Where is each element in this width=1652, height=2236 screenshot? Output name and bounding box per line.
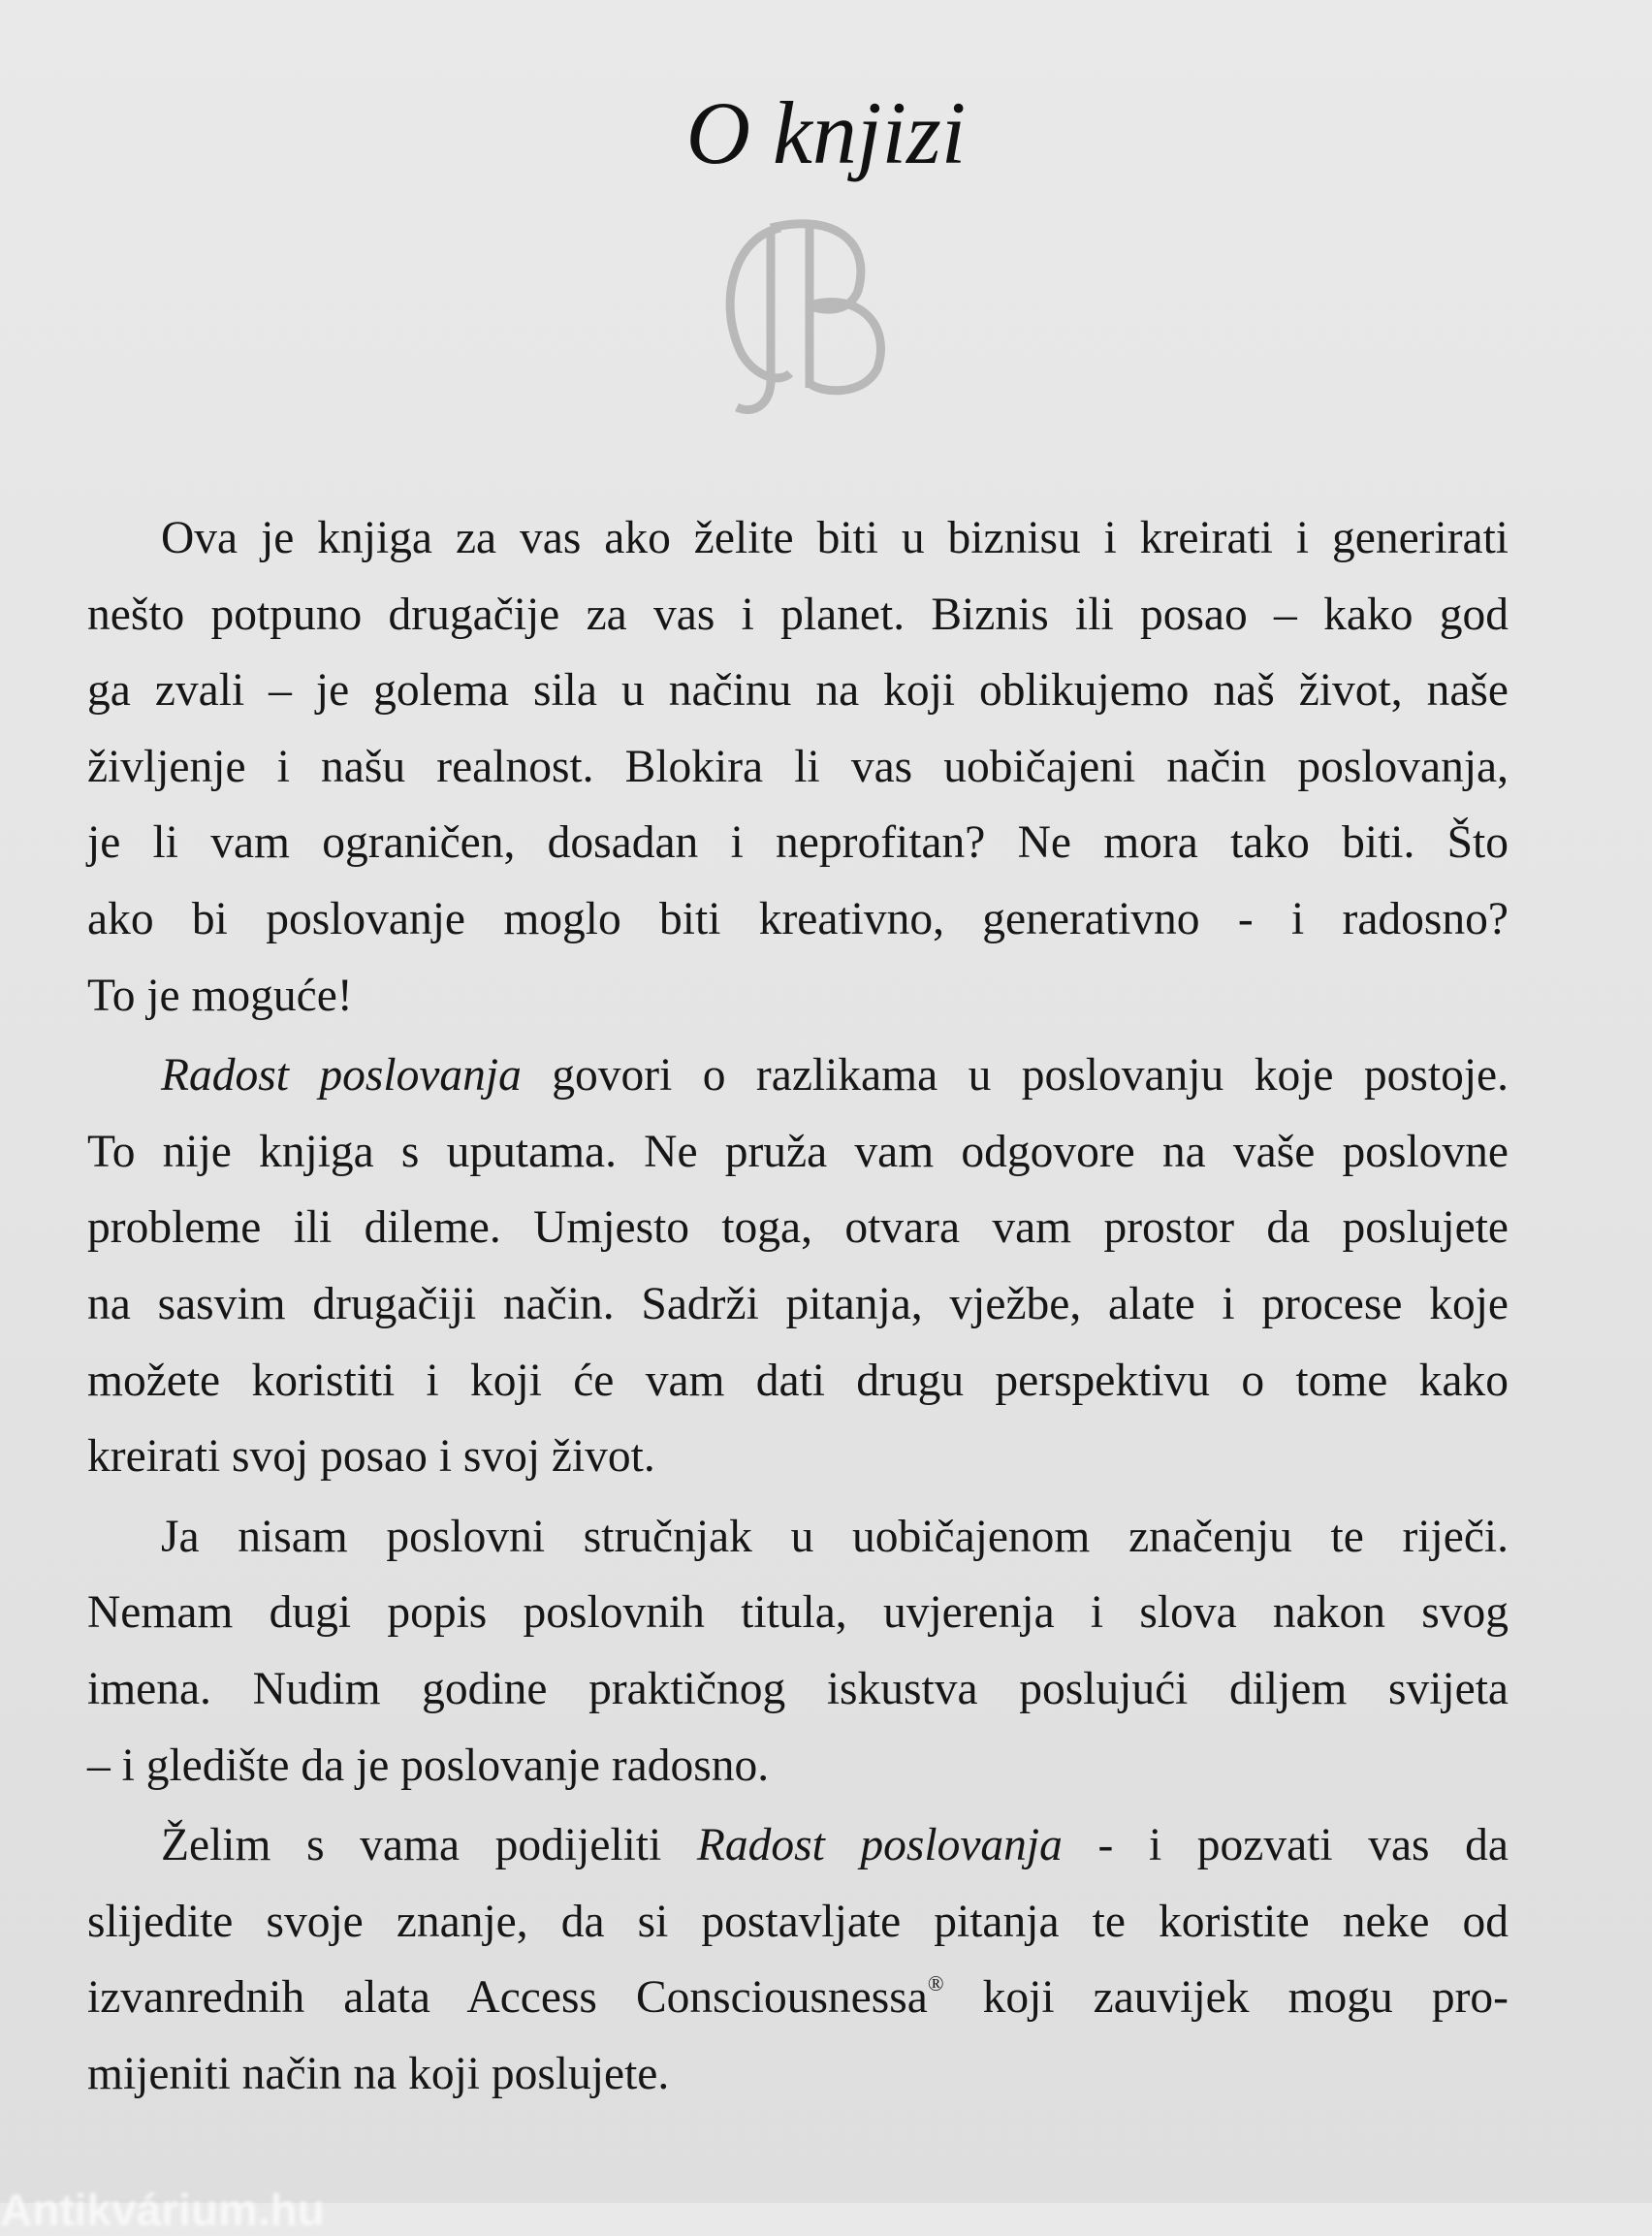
text-line [87, 1651, 1509, 1728]
text-line [87, 1728, 1509, 1805]
text-segment: nešto potpuno drugačije za vas i planet. Biznis ili posao – kako god [87, 589, 1509, 640]
text-line [87, 1114, 1509, 1191]
italic-book-title: Radost poslovanja - [696, 1820, 1114, 1871]
text-segment: ga zvali – je golema sila u načinu na koji oblikujemo naš život, naše [87, 665, 1509, 717]
text-line [87, 500, 1509, 577]
text-segment: Ja nisam poslovni stručnjak u uobičajenom značenju te riječi. [161, 1511, 1509, 1562]
text-segment: izvanrednih alata Access Consciousnessa [87, 1972, 928, 2024]
text-line [87, 1499, 1509, 1576]
text-line [87, 1038, 1509, 1114]
text-segment: slijedite svoje znanje, da si postavljate pitanja te koristite neke od [87, 1896, 1509, 1947]
text-segment: mijeniti način na koji poslujete. [87, 2048, 670, 2099]
page-title: O knjizi [685, 83, 967, 182]
text-segment: Želim s vama podijeliti [161, 1820, 697, 1871]
body-text [87, 500, 1509, 2112]
text-line [87, 729, 1509, 806]
text-line [87, 1575, 1509, 1651]
registered-mark: ® [927, 1971, 944, 1996]
text-line [87, 653, 1509, 729]
text-segment: ako bi poslovanje moglo biti kreativno, generativno - i radosno? [87, 893, 1509, 944]
text-segment: koji zauvijek mogu pro- [943, 1972, 1509, 2024]
text-segment: i pozvati vas da [1113, 1820, 1509, 1871]
text-segment: Nemam dugi popis poslovnih titula, uvjerenja i slova nakon svog [87, 1587, 1509, 1639]
text-segment: na sasvim drugačiji način. Sadrži pitanja, vježbe, alate i procese koje [87, 1278, 1509, 1329]
text-line [87, 1960, 1509, 2036]
text-line [87, 1807, 1509, 1884]
text-line [87, 1266, 1509, 1343]
text-segment: življenje i našu realnost. Blokira li vas uobičajeni način poslovanja, [87, 741, 1509, 792]
text-line [87, 805, 1509, 881]
text-segment: To nije knjiga s uputama. Ne pruža vam odgovore na vaše poslovne [87, 1126, 1509, 1177]
text-segment: govori o razlikama u poslovanju koje postoje. [521, 1050, 1509, 1102]
text-line [87, 1419, 1509, 1495]
text-line [87, 958, 1509, 1035]
text-segment: To je moguće! [87, 970, 353, 1021]
italic-book-title: Radost poslovanja [161, 1050, 522, 1102]
text-segment: probleme ili dileme. Umjesto toga, otvara vam prostor da poslujete [87, 1202, 1509, 1254]
text-line [87, 1343, 1509, 1420]
text-segment: kreirati svoj posao i svoj život. [87, 1431, 655, 1483]
text-segment: imena. Nudim godine praktičnog iskustva poslujući diljem svijeta [87, 1663, 1509, 1714]
text-line [87, 1884, 1509, 1961]
text-line [87, 2036, 1509, 2113]
text-segment: – i gledište da je poslovanje radosno. [87, 1740, 770, 1791]
text-segment: je li vam ograničen, dosadan i neprofitan? Ne mora tako biti. Što [87, 817, 1509, 869]
text-line [87, 881, 1509, 958]
watermark: Antikvárium.hu [0, 2185, 325, 2235]
text-segment: Ova je knjiga za vas ako želite biti u biznisu i kreirati i generirati [161, 513, 1509, 563]
text-segment: možete koristiti i koji će vam dati drugu perspektivu o tome kako [87, 1355, 1509, 1406]
text-line [87, 1190, 1509, 1266]
text-line [87, 577, 1509, 654]
monogram-ornament [713, 199, 906, 422]
